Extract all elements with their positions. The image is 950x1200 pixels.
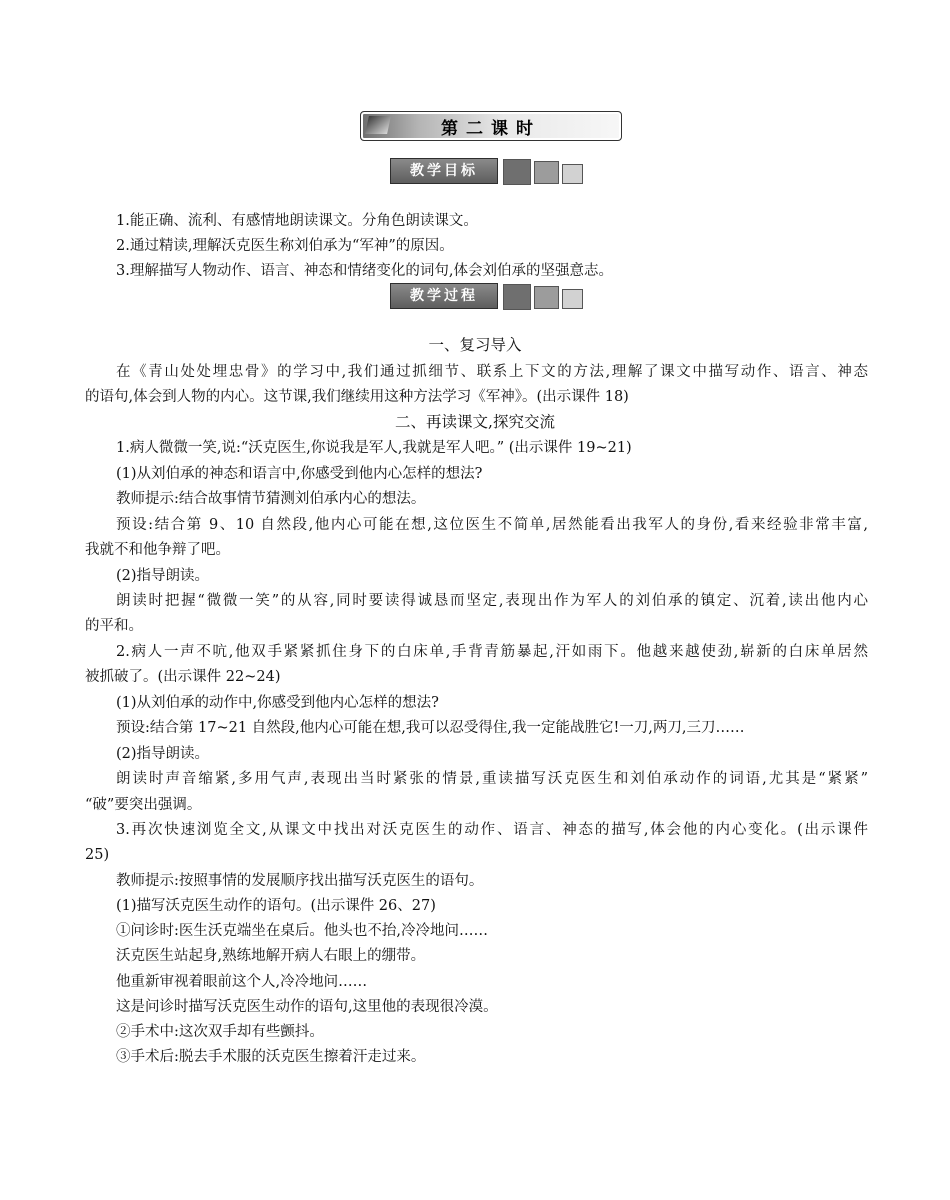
- paragraph-line: 在《青山处处埋忠骨》的学习中,我们通过抓细节、联系上下文的方法,理解了课文中描写动作、语言、神态: [116, 364, 868, 380]
- paragraph-line: 这是问诊时描写沃克医生动作的语句,这里他的表现很冷漠。: [116, 999, 498, 1015]
- part2-heading: 二、再读课文,探究交流: [395, 413, 555, 431]
- paragraph-line: 的语句,体会到人物的内心。这节课,我们继续用这种方法学习《军神》。(出示课件 18): [85, 389, 629, 405]
- paragraph-line: 预设:结合第 17~21 自然段,他内心可能在想,我可以忍受得住,我一定能战胜它!一刀,两刀,三刀……: [116, 720, 745, 736]
- paragraph-line: (2)指导朗读。: [116, 568, 210, 584]
- lesson-title: 第二课时: [441, 119, 541, 139]
- paragraph-line: 25): [85, 847, 110, 863]
- goal-item: 1.能正确、流利、有感情地朗读课文。分角色朗读课文。: [116, 213, 478, 229]
- header-square-decoration: [534, 286, 559, 309]
- paragraph-line: 3.再次快速浏览全文,从课文中找出对沃克医生的动作、语言、神态的描写,体会他的内心变化。(出示课件: [116, 822, 868, 838]
- goal-item: 3.理解描写人物动作、语言、神态和情绪变化的词句,体会刘伯承的坚强意志。: [116, 263, 613, 279]
- header-square-decoration: [534, 161, 559, 184]
- paragraph-line: 教师提示:结合故事情节猜测刘伯承内心的想法。: [116, 491, 426, 507]
- paragraph-line: “破”要突出强调。: [85, 797, 202, 813]
- paragraph-line: (1)从刘伯承的动作中,你感受到他内心怎样的想法?: [116, 695, 439, 711]
- paragraph-line: 的平和。: [85, 618, 143, 634]
- paragraph-line: 沃克医生站起身,熟练地解开病人右眼上的绷带。: [116, 948, 426, 964]
- paragraph-line: 他重新审视着眼前这个人,冷冷地问……: [116, 974, 368, 990]
- goal-item: 2.通过精读,理解沃克医生称刘伯承为“军神”的原因。: [116, 238, 454, 254]
- paragraph-line: (2)指导朗读。: [116, 746, 210, 762]
- section-title-process: 教学过程: [390, 283, 498, 309]
- lesson-title-banner: [360, 111, 622, 141]
- header-square-decoration: [562, 164, 583, 184]
- header-square-decoration: [503, 159, 531, 185]
- paragraph-line: ②手术中:这次双手却有些颤抖。: [116, 1024, 324, 1040]
- paragraph-line: 我就不和他争辩了吧。: [85, 542, 230, 558]
- paragraph-line: (1)从刘伯承的神态和语言中,你感受到他内心怎样的想法?: [116, 466, 483, 482]
- paragraph-line: ③手术后:脱去手术服的沃克医生擦着汗走过来。: [116, 1049, 426, 1065]
- paragraph-line: 2.病人一声不吭,他双手紧紧抓住身下的白床单,手背青筋暴起,汗如雨下。他越来越使劲,崭新的白床单居然: [116, 644, 868, 660]
- paragraph-line: ①问诊时:医生沃克端坐在桌后。他头也不抬,冷冷地问……: [116, 923, 488, 939]
- section-title-goals: 教学目标: [390, 158, 498, 184]
- paragraph-line: 1.病人微微一笑,说:“沃克医生,你说我是军人,我就是军人吧。” (出示课件 19~21): [116, 440, 632, 456]
- paragraph-line: 被抓破了。(出示课件 22~24): [85, 669, 281, 685]
- header-square-decoration: [503, 284, 531, 310]
- paragraph-line: 预设:结合第 9、10 自然段,他内心可能在想,这位医生不简单,居然能看出我军人的身份,看来经验非常丰富,: [116, 517, 868, 533]
- header-square-decoration: [562, 289, 583, 309]
- paragraph-line: 教师提示:按照事情的发展顺序找出描写沃克医生的语句。: [116, 873, 484, 889]
- paragraph-line: (1)描写沃克医生动作的语句。(出示课件 26、27): [116, 898, 436, 914]
- paragraph-line: 朗读时声音缩紧,多用气声,表现出当时紧张的情景,重读描写沃克医生和刘伯承动作的词语,尤其是“紧紧”: [116, 771, 868, 787]
- part1-heading: 一、复习导入: [428, 336, 522, 354]
- paragraph-line: 朗读时把握“微微一笑”的从容,同时要读得诚恳而坚定,表现出作为军人的刘伯承的镇定、沉着,读出他内心: [116, 593, 868, 609]
